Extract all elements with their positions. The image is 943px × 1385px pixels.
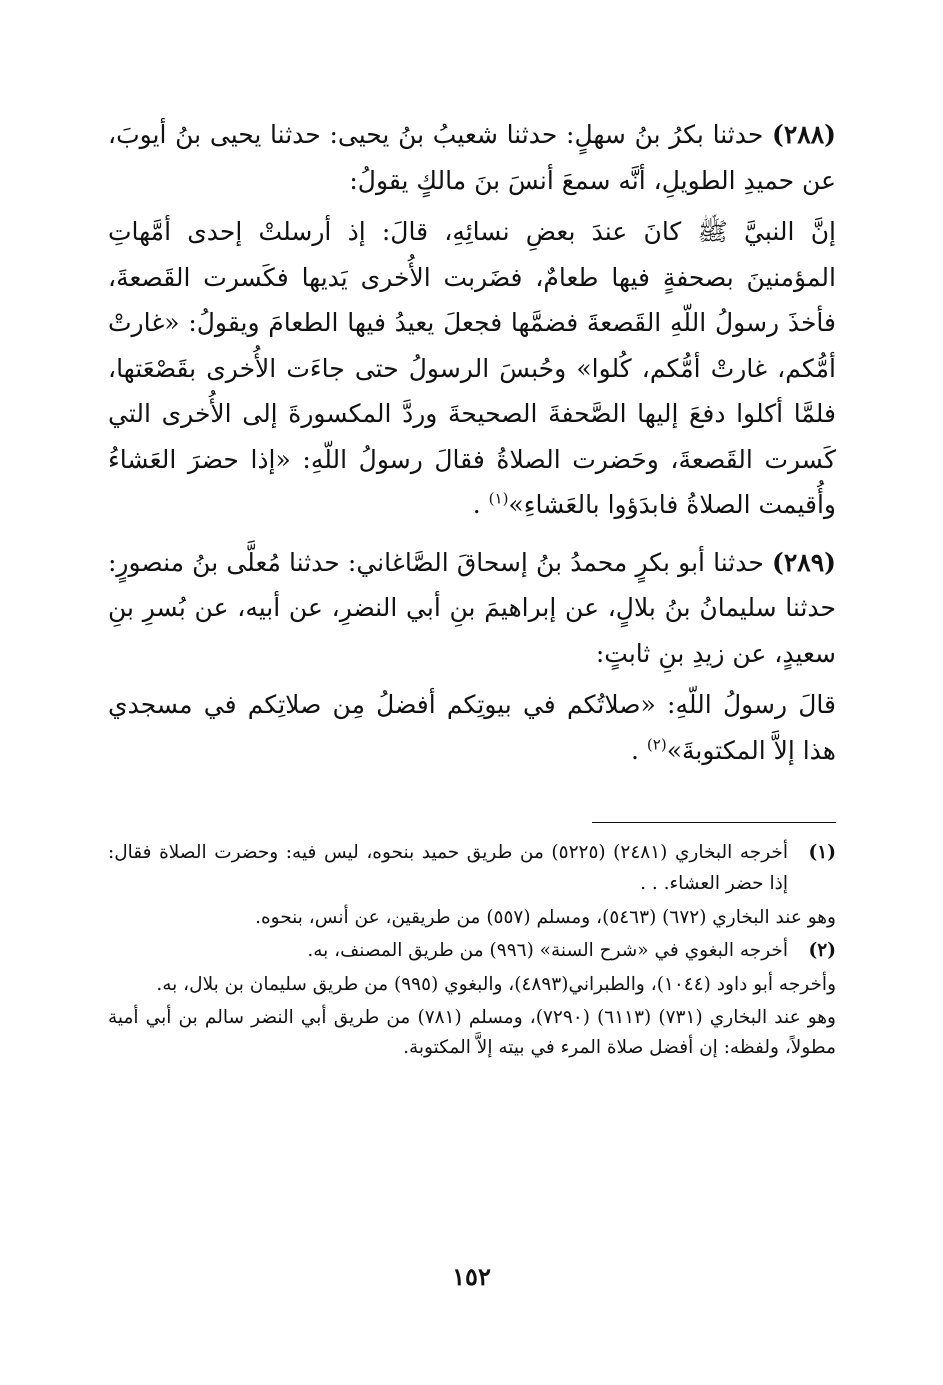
hadith-288-matn (108, 209, 836, 528)
matn-text: قالَ رسولُ اللّهِ: «صلاتُكم في بيوتِكم أفضلُ مِن صلاتِكم في مسجدي هذا إلاَّ المكتوبةَ» (108, 690, 836, 765)
hadith-289-isnad (108, 540, 836, 677)
footnote-number: (١) (808, 842, 836, 863)
footnote-reference[interactable]: (١) (488, 489, 509, 508)
footnote-text: أخرجه البغوي في «شرح السنة» (٩٩٦) من طريق المصنف، به. (307, 939, 788, 961)
hadith-288-isnad (108, 112, 836, 203)
sentence-end: . (472, 490, 481, 519)
footnotes (108, 838, 836, 1066)
main-text (108, 112, 836, 785)
isnad-text: حدثنا بكرُ بنُ سهلٍ: حدثنا شعيبُ بنُ يحيى: حدثنا يحيى بنُ أيوبَ، عن حميدِ الطويلِ، أنَّه سمعَ أنسَ بنَ مالكٍ يقولُ: (108, 120, 836, 195)
hadith-number: (٢٨٨) (772, 120, 836, 149)
hadith-number: (٢٨٩) (772, 547, 836, 577)
footnote-text: أخرجه البخاري (٢٤٨١) (٥٢٢٥) من طريق حميد بنحوه، ليس فيه: وحضرت الصلاة فقال: إذا حضر العشاء. . . (108, 842, 788, 894)
hadith-289-matn (108, 682, 836, 773)
footnote-divider (592, 822, 836, 823)
footnote-reference[interactable]: (٢) (646, 735, 667, 754)
matn-text: إنَّ النبيَّ ﷺ كانَ عندَ بعضِ نسائِهِ، قالَ: إذ أرسلتْ إحدى أمَّهاتِ المؤمنينَ بصحفةٍ فيها طعامٌ، فضَربت الأُخرى يَديها فكَسرت القَصعةَ، فأخذَ رسولُ اللّهِ القَصعةَ فضمَّها فجعلَ يعيدُ فيها الطعامَ ويقولُ: «غارتْ أمُّكم، غارتْ أمُّكم، كُلوا» وحُبسَ الرسولُ حتى جاءَت الأُخرى بقَصْعَتها، فلمَّا أكلوا دفعَ إليها الصَّحفةَ الصحيحةَ وردَّ المكسورةَ إلى الأُخرى التي كَسرت القَصعةَ، وحَضرت الصلاةُ فقالَ رسولُ اللّهِ: «إذا حضرَ العَشاءُ وأُقيمت الصلاةُ فابدَؤوا بالعَشاءِ» (108, 217, 836, 519)
page-number: ١٥٢ (452, 1262, 491, 1291)
footnote-1 (108, 838, 836, 899)
isnad-text: حدثنا أبو بكرٍ محمدُ بنُ إسحاقَ الصَّاغاني: حدثنا مُعلَّى بنُ منصورٍ: حدثنا سليمانُ بنُ بلالٍ، عن إبراهيمَ بنِ أبي النضرِ، عن أبيه، عن بُسرِ بنِ سعيدٍ، عن زيدِ بنِ ثابتٍ: (108, 547, 836, 668)
footnote-2 (108, 936, 836, 967)
footnote-continuation: وهو عند البخاري (٧٣١) (٦١١٣) (٧٢٩٠)، ومسلم (٧٨١) من طريق أبي النضر سالم بن أبي أمية مطولاً، ولفظه: إن أفضل صلاة المرء في بيته إلاَّ المكتوبة. (108, 1006, 836, 1058)
footnote-continuation: وهو عند البخاري (٦٧٢) (٥٤٦٣)، ومسلم (٥٥٧) من طريقين، عن أنس، بنحوه. (255, 907, 836, 928)
footnote-number: (٢) (808, 939, 836, 961)
footnote-continuation: وأخرجه أبو داود (١٠٤٤)، والطبراني(٤٨٩٣)، والبغوي (٩٩٥) من طريق سليمان بن بلال، به. (156, 974, 836, 995)
sentence-end: . (631, 735, 639, 765)
